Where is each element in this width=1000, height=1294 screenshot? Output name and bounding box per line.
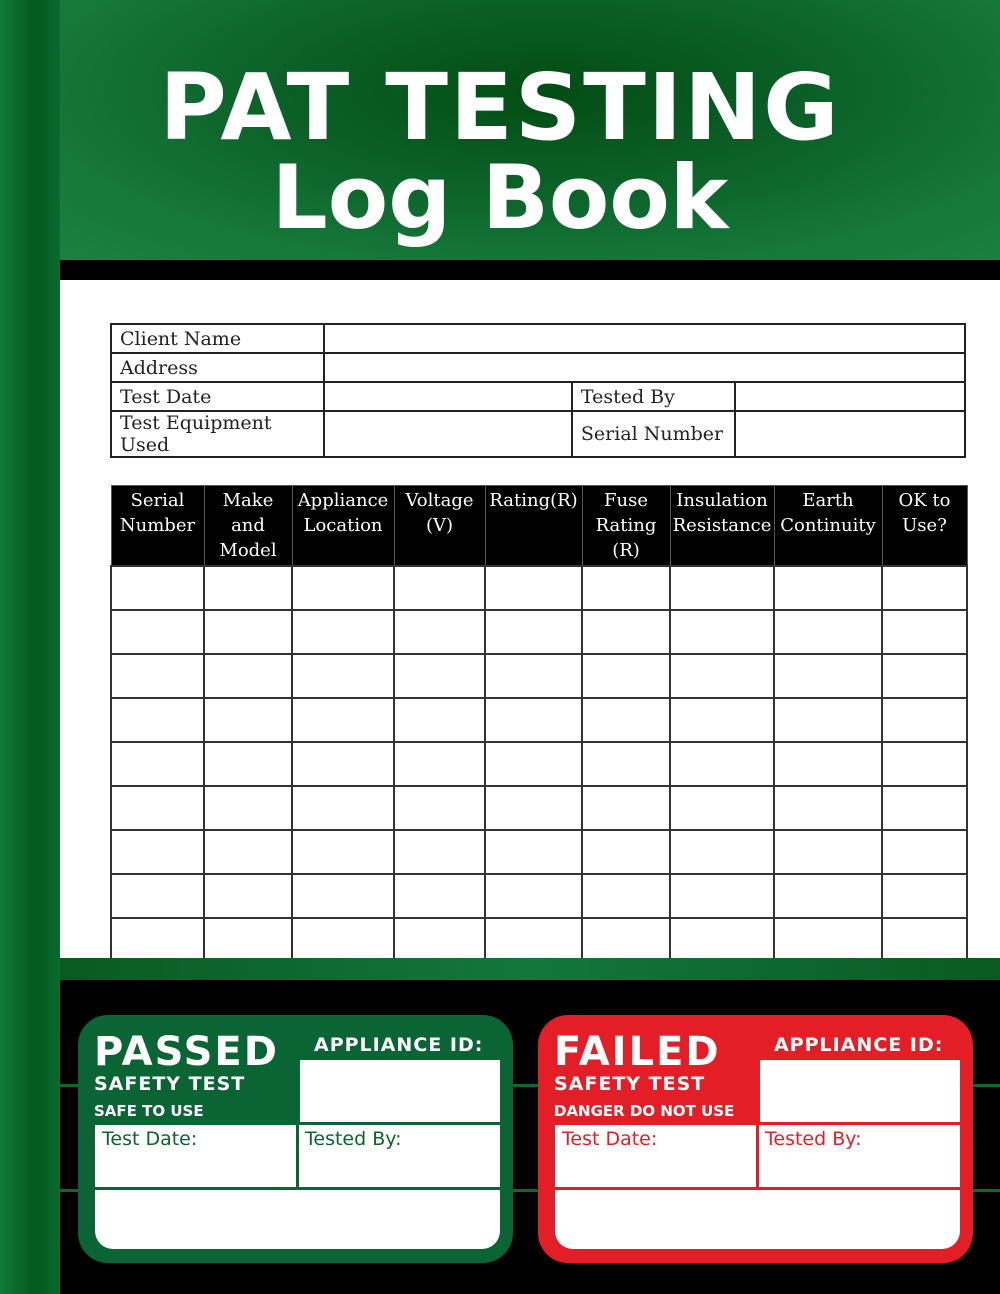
passed-safety-test: SAFETY TEST [94,1073,246,1095]
table-cell[interactable] [394,874,485,918]
address-field[interactable] [324,353,965,382]
table-cell[interactable] [882,610,967,654]
table-cell[interactable] [670,874,774,918]
table-cell[interactable] [394,830,485,874]
table-cell[interactable] [111,874,204,918]
table-cell[interactable] [774,698,882,742]
table-cell[interactable] [670,786,774,830]
client-name-label: Client Name [111,324,324,353]
divider-bar [60,260,1000,280]
table-cell[interactable] [394,566,485,610]
table-cell[interactable] [882,654,967,698]
table-cell[interactable] [485,786,582,830]
divider [756,1125,759,1187]
table-cell[interactable] [111,698,204,742]
failed-tested-by-label: Tested By: [765,1128,862,1150]
column-header: Serial Number [111,486,204,567]
table-cell[interactable] [394,742,485,786]
passed-appliance-id-field[interactable] [300,1060,500,1122]
table-cell[interactable] [394,610,485,654]
table-cell[interactable] [394,786,485,830]
table-cell[interactable] [582,830,670,874]
table-cell[interactable] [882,566,967,610]
tested-by-label: Tested By [572,382,735,411]
table-row [111,742,967,786]
table-cell[interactable] [111,610,204,654]
table-cell[interactable] [774,654,882,698]
failed-safety-test: SAFETY TEST [554,1073,706,1095]
table-cell[interactable] [774,830,882,874]
table-cell[interactable] [292,786,394,830]
table-cell[interactable] [774,874,882,918]
table-row [111,830,967,874]
log-body [111,566,967,962]
table-cell[interactable] [670,918,774,962]
table-cell[interactable] [292,566,394,610]
table-row [111,566,967,610]
tested-by-field[interactable] [735,382,965,411]
column-header: OK to Use? [882,486,967,567]
table-cell[interactable] [485,698,582,742]
table-cell[interactable] [111,786,204,830]
table-cell[interactable] [111,566,204,610]
table-cell[interactable] [670,698,774,742]
table-cell[interactable] [292,830,394,874]
divider [95,1187,500,1190]
table-cell[interactable] [292,698,394,742]
passed-label [78,1015,513,1263]
table-cell[interactable] [204,830,292,874]
table-cell[interactable] [394,918,485,962]
table-cell[interactable] [111,654,204,698]
table-cell[interactable] [485,874,582,918]
address-label: Address [111,353,324,382]
table-cell[interactable] [292,742,394,786]
column-header: Earth Continuity [774,486,882,567]
table-cell[interactable] [582,786,670,830]
table-cell[interactable] [582,874,670,918]
table-cell[interactable] [292,874,394,918]
passed-appliance-id-label: APPLIANCE ID: [314,1034,484,1056]
table-cell[interactable] [582,918,670,962]
table-cell[interactable] [204,698,292,742]
table-cell[interactable] [582,654,670,698]
table-cell[interactable] [204,610,292,654]
column-header: Appliance Location [292,486,394,567]
table-cell[interactable] [485,566,582,610]
table-cell[interactable] [485,742,582,786]
client-name-field[interactable] [324,324,965,353]
passed-safe-to-use: SAFE TO USE [94,1102,204,1120]
column-header: Fuse Rating (R) [582,486,670,567]
failed-label [538,1015,973,1263]
passed-test-date-label: Test Date: [102,1128,198,1150]
table-cell[interactable] [882,742,967,786]
column-header: Rating(R) [485,486,582,567]
table-cell[interactable] [582,566,670,610]
table-cell[interactable] [111,918,204,962]
column-header: Make and Model [204,486,292,567]
table-cell[interactable] [292,610,394,654]
column-header: Insulation Resistance [670,486,774,567]
table-cell[interactable] [394,698,485,742]
table-cell[interactable] [111,830,204,874]
table-cell[interactable] [774,918,882,962]
table-cell[interactable] [485,918,582,962]
log-page [60,280,1000,958]
table-cell[interactable] [670,566,774,610]
table-cell[interactable] [204,654,292,698]
test-date-field[interactable] [324,382,572,411]
failed-appliance-id-field[interactable] [760,1060,960,1122]
table-cell[interactable] [774,610,882,654]
table-cell[interactable] [204,918,292,962]
divider [555,1187,960,1190]
cover-header [60,0,1000,260]
failed-danger-do-not-use: DANGER DO NOT USE [554,1102,735,1120]
table-cell[interactable] [670,654,774,698]
table-cell[interactable] [204,566,292,610]
failed-details-box [555,1125,960,1249]
cover-title: PAT TESTING [159,54,841,161]
table-row [111,610,967,654]
cover-subtitle: Log Book [271,146,729,249]
table-cell[interactable] [774,742,882,786]
failed-test-date-label: Test Date: [562,1128,658,1150]
divider [296,1125,299,1187]
passed-heading: PASSED [94,1029,279,1075]
table-cell[interactable] [292,918,394,962]
table-cell[interactable] [582,610,670,654]
table-cell[interactable] [774,786,882,830]
table-cell[interactable] [485,654,582,698]
test-date-label: Test Date [111,382,324,411]
log-header-row [111,486,967,567]
table-row [111,786,967,830]
table-cell[interactable] [204,874,292,918]
table-cell[interactable] [111,742,204,786]
failed-appliance-id-label: APPLIANCE ID: [774,1034,944,1056]
appliance-log-table [110,485,968,963]
table-cell[interactable] [670,830,774,874]
table-cell[interactable] [204,786,292,830]
table-cell[interactable] [670,742,774,786]
table-cell[interactable] [292,654,394,698]
green-strip [60,958,1000,980]
table-cell[interactable] [485,610,582,654]
test-equipment-field[interactable] [324,411,572,457]
table-cell[interactable] [670,610,774,654]
table-cell[interactable] [582,698,670,742]
table-cell[interactable] [882,874,967,918]
table-cell[interactable] [882,786,967,830]
table-cell[interactable] [774,566,882,610]
table-row [111,698,967,742]
serial-number-field[interactable] [735,411,965,457]
passed-tested-by-label: Tested By: [305,1128,402,1150]
table-row [111,918,967,962]
table-cell[interactable] [394,654,485,698]
table-cell[interactable] [485,830,582,874]
serial-number-label: Serial Number [572,411,735,457]
test-equipment-label: Test Equipment Used [111,411,324,457]
table-cell[interactable] [882,918,967,962]
table-cell[interactable] [582,742,670,786]
column-header: Voltage (V) [394,486,485,567]
table-cell[interactable] [882,698,967,742]
table-cell[interactable] [882,830,967,874]
table-row [111,654,967,698]
failed-heading: FAILED [554,1029,721,1075]
table-row [111,874,967,918]
table-cell[interactable] [204,742,292,786]
client-info-form [110,323,966,458]
passed-details-box [95,1125,500,1249]
